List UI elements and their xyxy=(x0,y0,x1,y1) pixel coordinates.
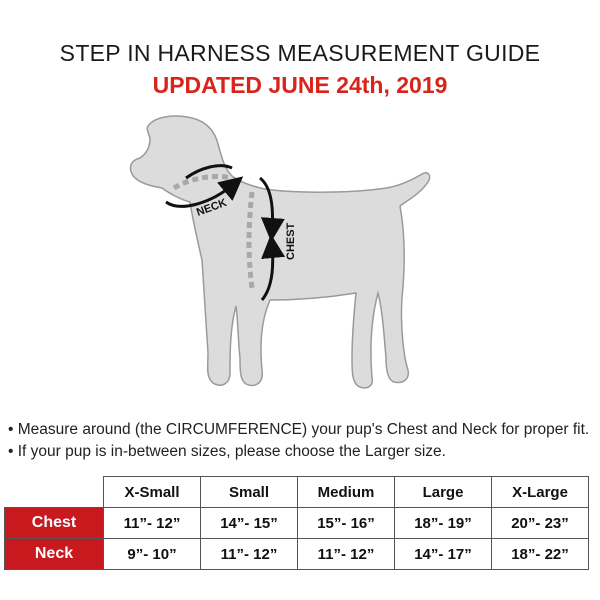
dog-measurement-diagram xyxy=(120,108,440,408)
col-medium: Medium xyxy=(298,477,395,508)
neck-x-large: 18”- 22” xyxy=(492,539,589,570)
chest-label: CHEST xyxy=(285,222,297,260)
chest-x-large: 20”- 23” xyxy=(492,508,589,539)
col-x-large: X-Large xyxy=(492,477,589,508)
note-between-sizes: • If your pup is in-between sizes, please choose the Larger size. xyxy=(8,443,446,460)
neck-large: 14”- 17” xyxy=(395,539,492,570)
dog-silhouette xyxy=(130,116,429,388)
chest-x-small: 11”- 12” xyxy=(104,508,201,539)
table-corner xyxy=(5,477,104,508)
size-header-row xyxy=(5,477,589,508)
note-measure: • Measure around (the CIRCUMFERENCE) your pup's Chest and Neck for proper fit. xyxy=(8,421,590,438)
col-small: Small xyxy=(201,477,298,508)
col-large: Large xyxy=(395,477,492,508)
updated-date: UPDATED JUNE 24th, 2019 xyxy=(152,72,448,98)
neck-medium: 11”- 12” xyxy=(298,539,395,570)
chest-small: 14”- 15” xyxy=(201,508,298,539)
chest-medium: 15”- 16” xyxy=(298,508,395,539)
row-label-neck: Neck xyxy=(5,539,104,570)
neck-label: NECK xyxy=(194,196,229,219)
table-row-chest xyxy=(5,508,589,539)
measurement-notes xyxy=(8,419,598,463)
neck-small: 11”- 12” xyxy=(201,539,298,570)
col-x-small: X-Small xyxy=(104,477,201,508)
page-title: STEP IN HARNESS MEASUREMENT GUIDE xyxy=(59,40,541,66)
row-label-chest: Chest xyxy=(5,508,104,539)
chest-large: 18”- 19” xyxy=(395,508,492,539)
neck-x-small: 9”- 10” xyxy=(104,539,201,570)
table-row-neck xyxy=(5,539,589,570)
size-chart-table xyxy=(4,476,589,570)
